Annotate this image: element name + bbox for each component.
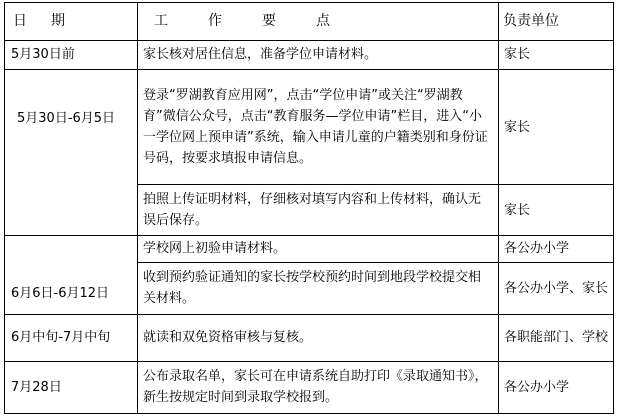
unit-cell: 家长: [499, 185, 614, 235]
unit-cell: 各公办小学: [499, 361, 614, 413]
date-cell: 5月30日前: [5, 40, 138, 69]
unit-cell: 家长: [499, 69, 614, 185]
header-unit: 负责单位: [499, 3, 614, 41]
table-row: [5, 235, 614, 263]
work-cell: 收到预约验证通知的家长按学校预约时间到地段学校提交相关材料。: [138, 263, 499, 314]
table-row: [5, 69, 614, 185]
date-cell: 5月30日-6月5日: [5, 69, 138, 235]
table-header-row: [5, 3, 614, 41]
work-cell: 公布录取名单，家长可在申请系统自助打印《录取通知书》，新生按规定时间到录取学校报到。: [138, 361, 499, 413]
work-cell: 登录“罗湖教育应用网”，点击“学位申请”或关注“罗湖教育”微信公众号，点击“教育服务—学位申请”栏目，进入“小一学位网上预申请”系统，输入申请儿童的户籍类别和身份证号码，按要求填报申请信息。: [138, 69, 499, 185]
work-cell: 学校网上初验申请材料。: [138, 235, 499, 263]
header-work: 工作要点: [138, 3, 499, 41]
work-cell: 就读和双免资格审核与复核。: [138, 314, 499, 361]
work-cell: 拍照上传证明材料，仔细核对填写内容和上传材料，确认无误后保存。: [138, 185, 499, 235]
unit-cell: 各公办小学、家长: [499, 263, 614, 314]
unit-cell: 家长: [499, 40, 614, 69]
table-row: [5, 40, 614, 69]
header-date: 日期: [5, 3, 138, 41]
date-cell: 6月6日-6月12日: [5, 235, 138, 314]
schedule-table: [4, 2, 614, 414]
unit-cell: 各职能部门、学校: [499, 314, 614, 361]
table-row: [5, 314, 614, 361]
date-cell: 6月中旬-7月中旬: [5, 314, 138, 361]
unit-cell: 各公办小学: [499, 235, 614, 263]
table-row: [5, 361, 614, 413]
work-cell: 家长核对居住信息，准备学位申请材料。: [138, 40, 499, 69]
date-cell: 7月28日: [5, 361, 138, 413]
